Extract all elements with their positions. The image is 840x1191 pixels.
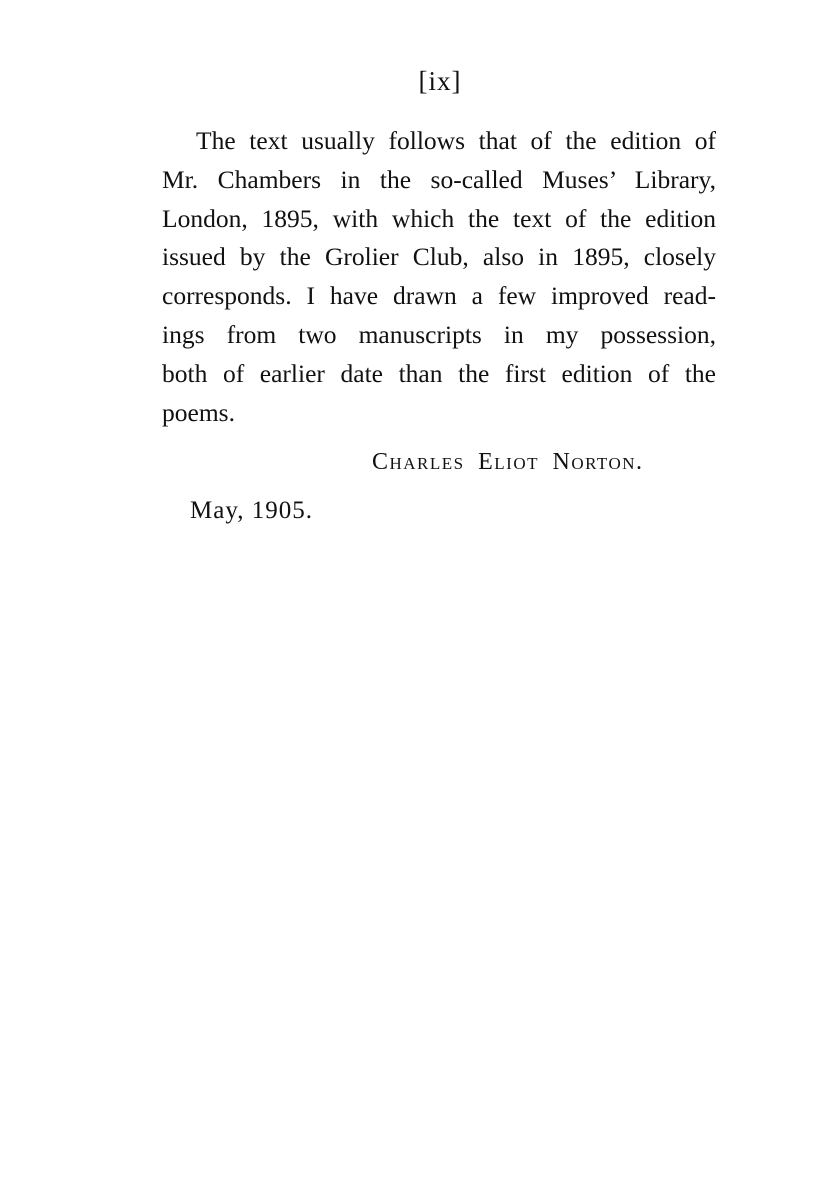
page-number: [ix]	[418, 66, 462, 96]
author-signature: Charles Eliot Norton.	[372, 449, 644, 475]
paragraph-line: corresponds. I have drawn a few improved read-	[162, 281, 716, 311]
paragraph-line: The text usually follows that of the edition of	[196, 126, 716, 155]
paragraph-line: ings from two manuscripts in my possession,	[162, 319, 716, 349]
paragraph-line: London, 1895, with which the text of the edition	[162, 203, 716, 233]
preface-date: May, 1905.	[190, 497, 313, 524]
paragraph-line: Mr. Chambers in the so-called Muses’ Library,	[162, 164, 716, 194]
paragraph-line: both of earlier date than the first edition of the	[162, 358, 716, 388]
paragraph-line: poems.	[162, 397, 235, 427]
paragraph-line: issued by the Grolier Club, also in 1895, closely	[162, 242, 716, 272]
preface-paragraph	[162, 122, 716, 432]
